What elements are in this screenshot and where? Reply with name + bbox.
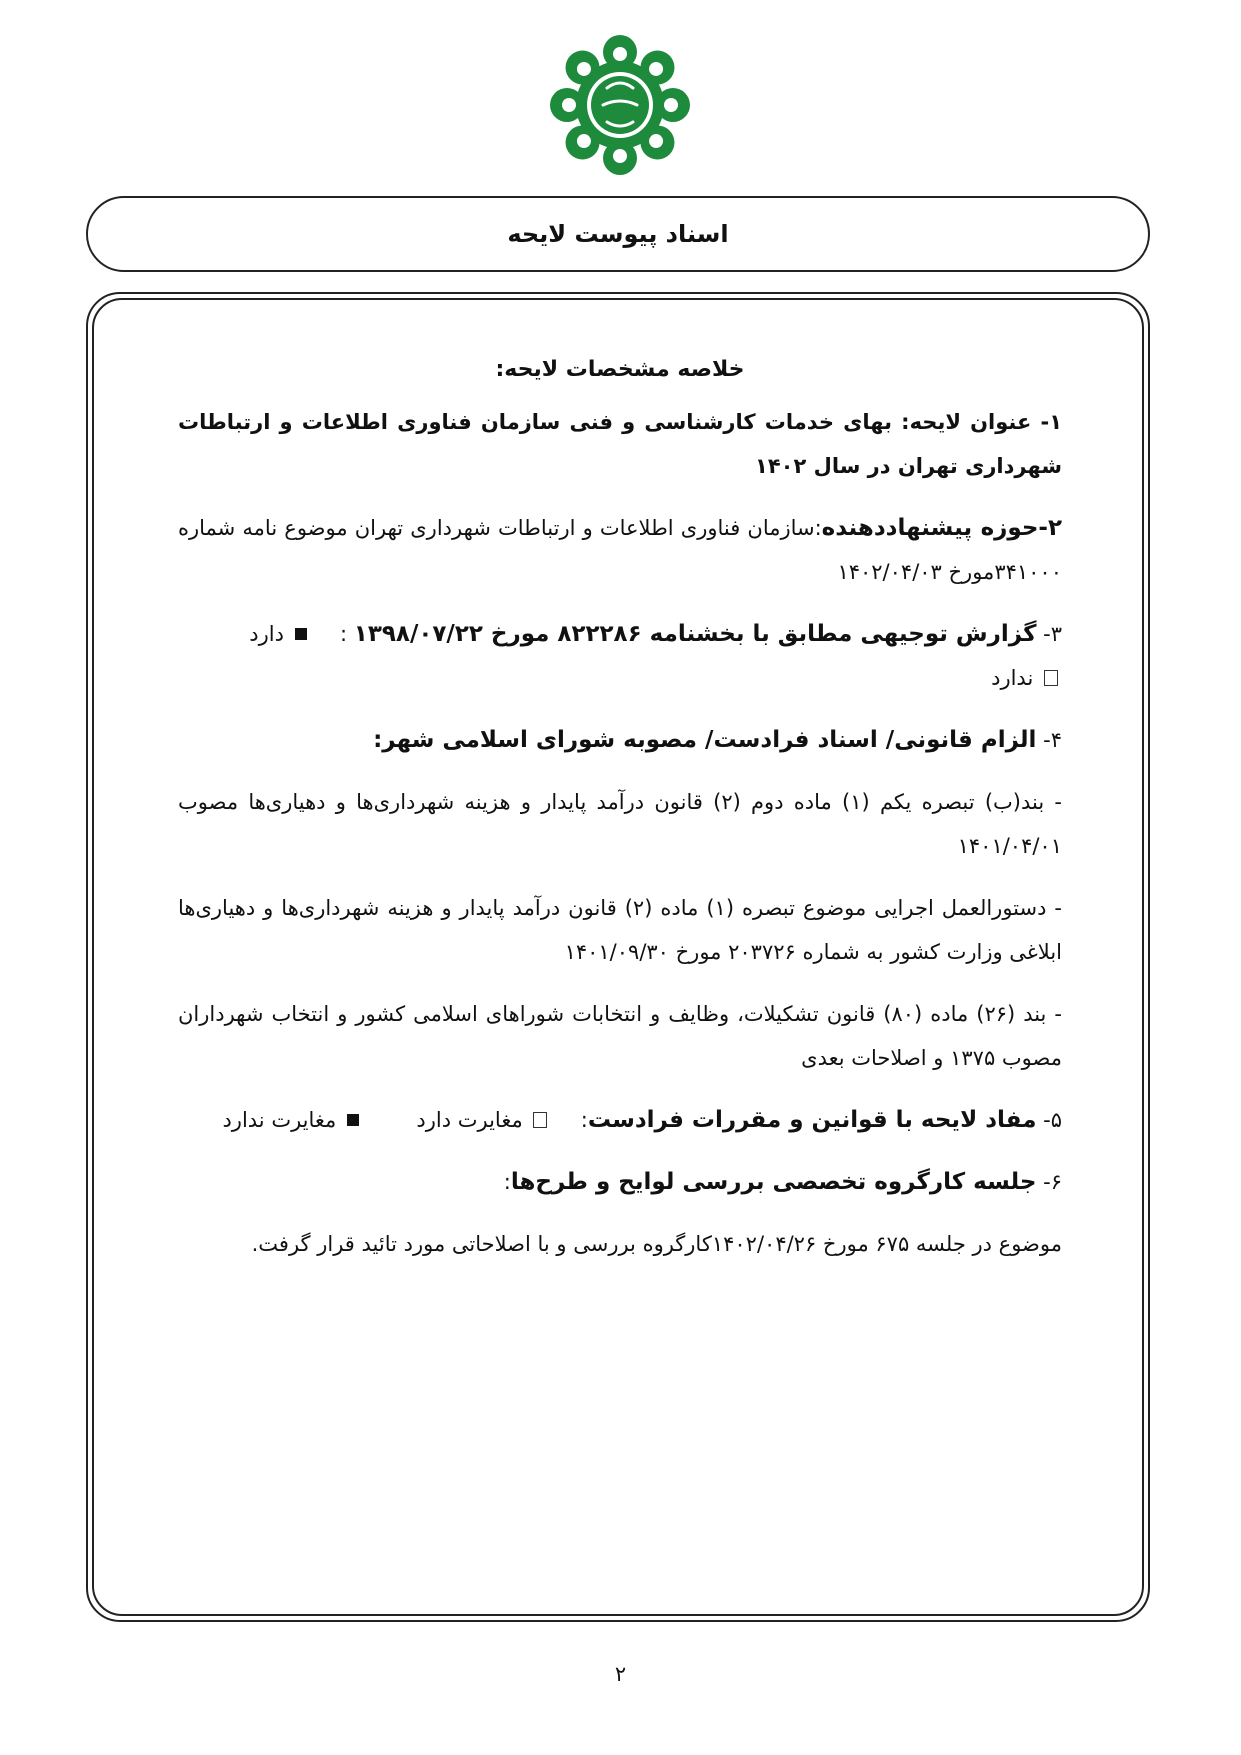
item-legal-requirement [178, 718, 1062, 762]
item-bill-title [178, 400, 1062, 488]
item-justification-prefix: ۳- [1043, 622, 1062, 646]
item-conformity [178, 1098, 1062, 1142]
item-justification-label: گزارش توجیهی مطابق با بخشنامه ۸۲۲۲۸۶ مورخ ۱۳۹۸/۰۷/۲۲ [353, 621, 1037, 647]
tehran-municipality-logo [545, 30, 695, 180]
option-no-conflict: مغایرت ندارد [222, 1108, 337, 1132]
item-bill-title-text: بهای خدمات کارشناسی و فنی سازمان فناوری اطلاعات و ارتباطات شهرداری تهران در سال ۱۴۰۲ [178, 410, 1062, 478]
item-bill-title-label: ۱- عنوان لایحه: [901, 410, 1063, 434]
checkbox-no-report[interactable] [1044, 670, 1058, 686]
item-conformity-label: مفاد لایحه با قوانین و مقررات فرادست [587, 1107, 1037, 1133]
checkbox-has-conflict[interactable] [533, 1112, 547, 1128]
item-proposer [178, 506, 1062, 594]
working-group-result: موضوع در جلسه ۶۷۵ مورخ ۱۴۰۲/۰۴/۲۶کارگروه بررسی و با اصلاحاتی مورد تائید قرار گرفت. [251, 1232, 1062, 1256]
page-number: ۲ [614, 1662, 627, 1686]
item-proposer-text: :سازمان فناوری اطلاعات و ارتباطات شهرداری تهران موضوع نامه شماره ۳۴۱۰۰۰مورخ ۱۴۰۲/۰۴/۰۳ [178, 516, 1062, 584]
item-conformity-prefix: ۵- [1043, 1108, 1062, 1132]
item-justification-report [178, 612, 1062, 700]
item-conformity-colon: : [580, 1108, 588, 1132]
legal-bullet-2: - دستورالعمل اجرایی موضوع تبصره (۱) ماده (۲) قانون درآمد پایدار و هزینه شهرداری‌ها و دهیاری‌ها ابلاغی وزارت کشور به شماره ۲۰۳۷۲۶ مورخ ۱۴۰۱/۰۹/۳۰ [178, 896, 1062, 964]
option-no-report: ندارد [991, 666, 1034, 690]
legal-bullet-3: - بند (۲۶) ماده (۸۰) قانون تشکیلات، وظایف و انتخابات شوراهای اسلامی کشور و انتخاب شهرداران مصوب ۱۳۷۵ و اصلاحات بعدی [178, 1002, 1062, 1070]
legal-bullet-1: - بند(ب) تبصره یکم (۱) ماده دوم (۲) قانون درآمد پایدار و هزینه شهرداری‌ها و دهیاری‌ها مصوب ۱۴۰۱/۰۴/۰۱ [178, 790, 1062, 858]
item-working-group-prefix: ۶- [1043, 1170, 1062, 1194]
item-justification-colon: : [340, 622, 348, 646]
item-working-group [178, 1160, 1062, 1204]
checkbox-has-report-checked[interactable] [295, 628, 307, 640]
item-working-group-label: جلسه کارگروه تخصصی بررسی لوایح و طرح‌ها [510, 1169, 1037, 1195]
item-legal-prefix: ۴- [1043, 728, 1062, 752]
option-has-conflict: مغایرت دارد [416, 1108, 523, 1132]
item-proposer-label: ۲-حوزه پیشنهاددهنده [821, 515, 1062, 541]
item-legal-label: الزام قانونی/ اسناد فرادست/ مصوبه شورای اسلامی شهر: [373, 727, 1037, 753]
option-has-report: دارد [249, 622, 284, 646]
checkbox-no-conflict-checked[interactable] [347, 1114, 359, 1126]
summary-title: خلاصه مشخصات لایحه: [495, 357, 745, 382]
document-title: اسناد پیوست لایحه [86, 196, 1150, 272]
item-working-group-colon: : [503, 1170, 511, 1194]
bill-summary [178, 348, 1062, 1284]
